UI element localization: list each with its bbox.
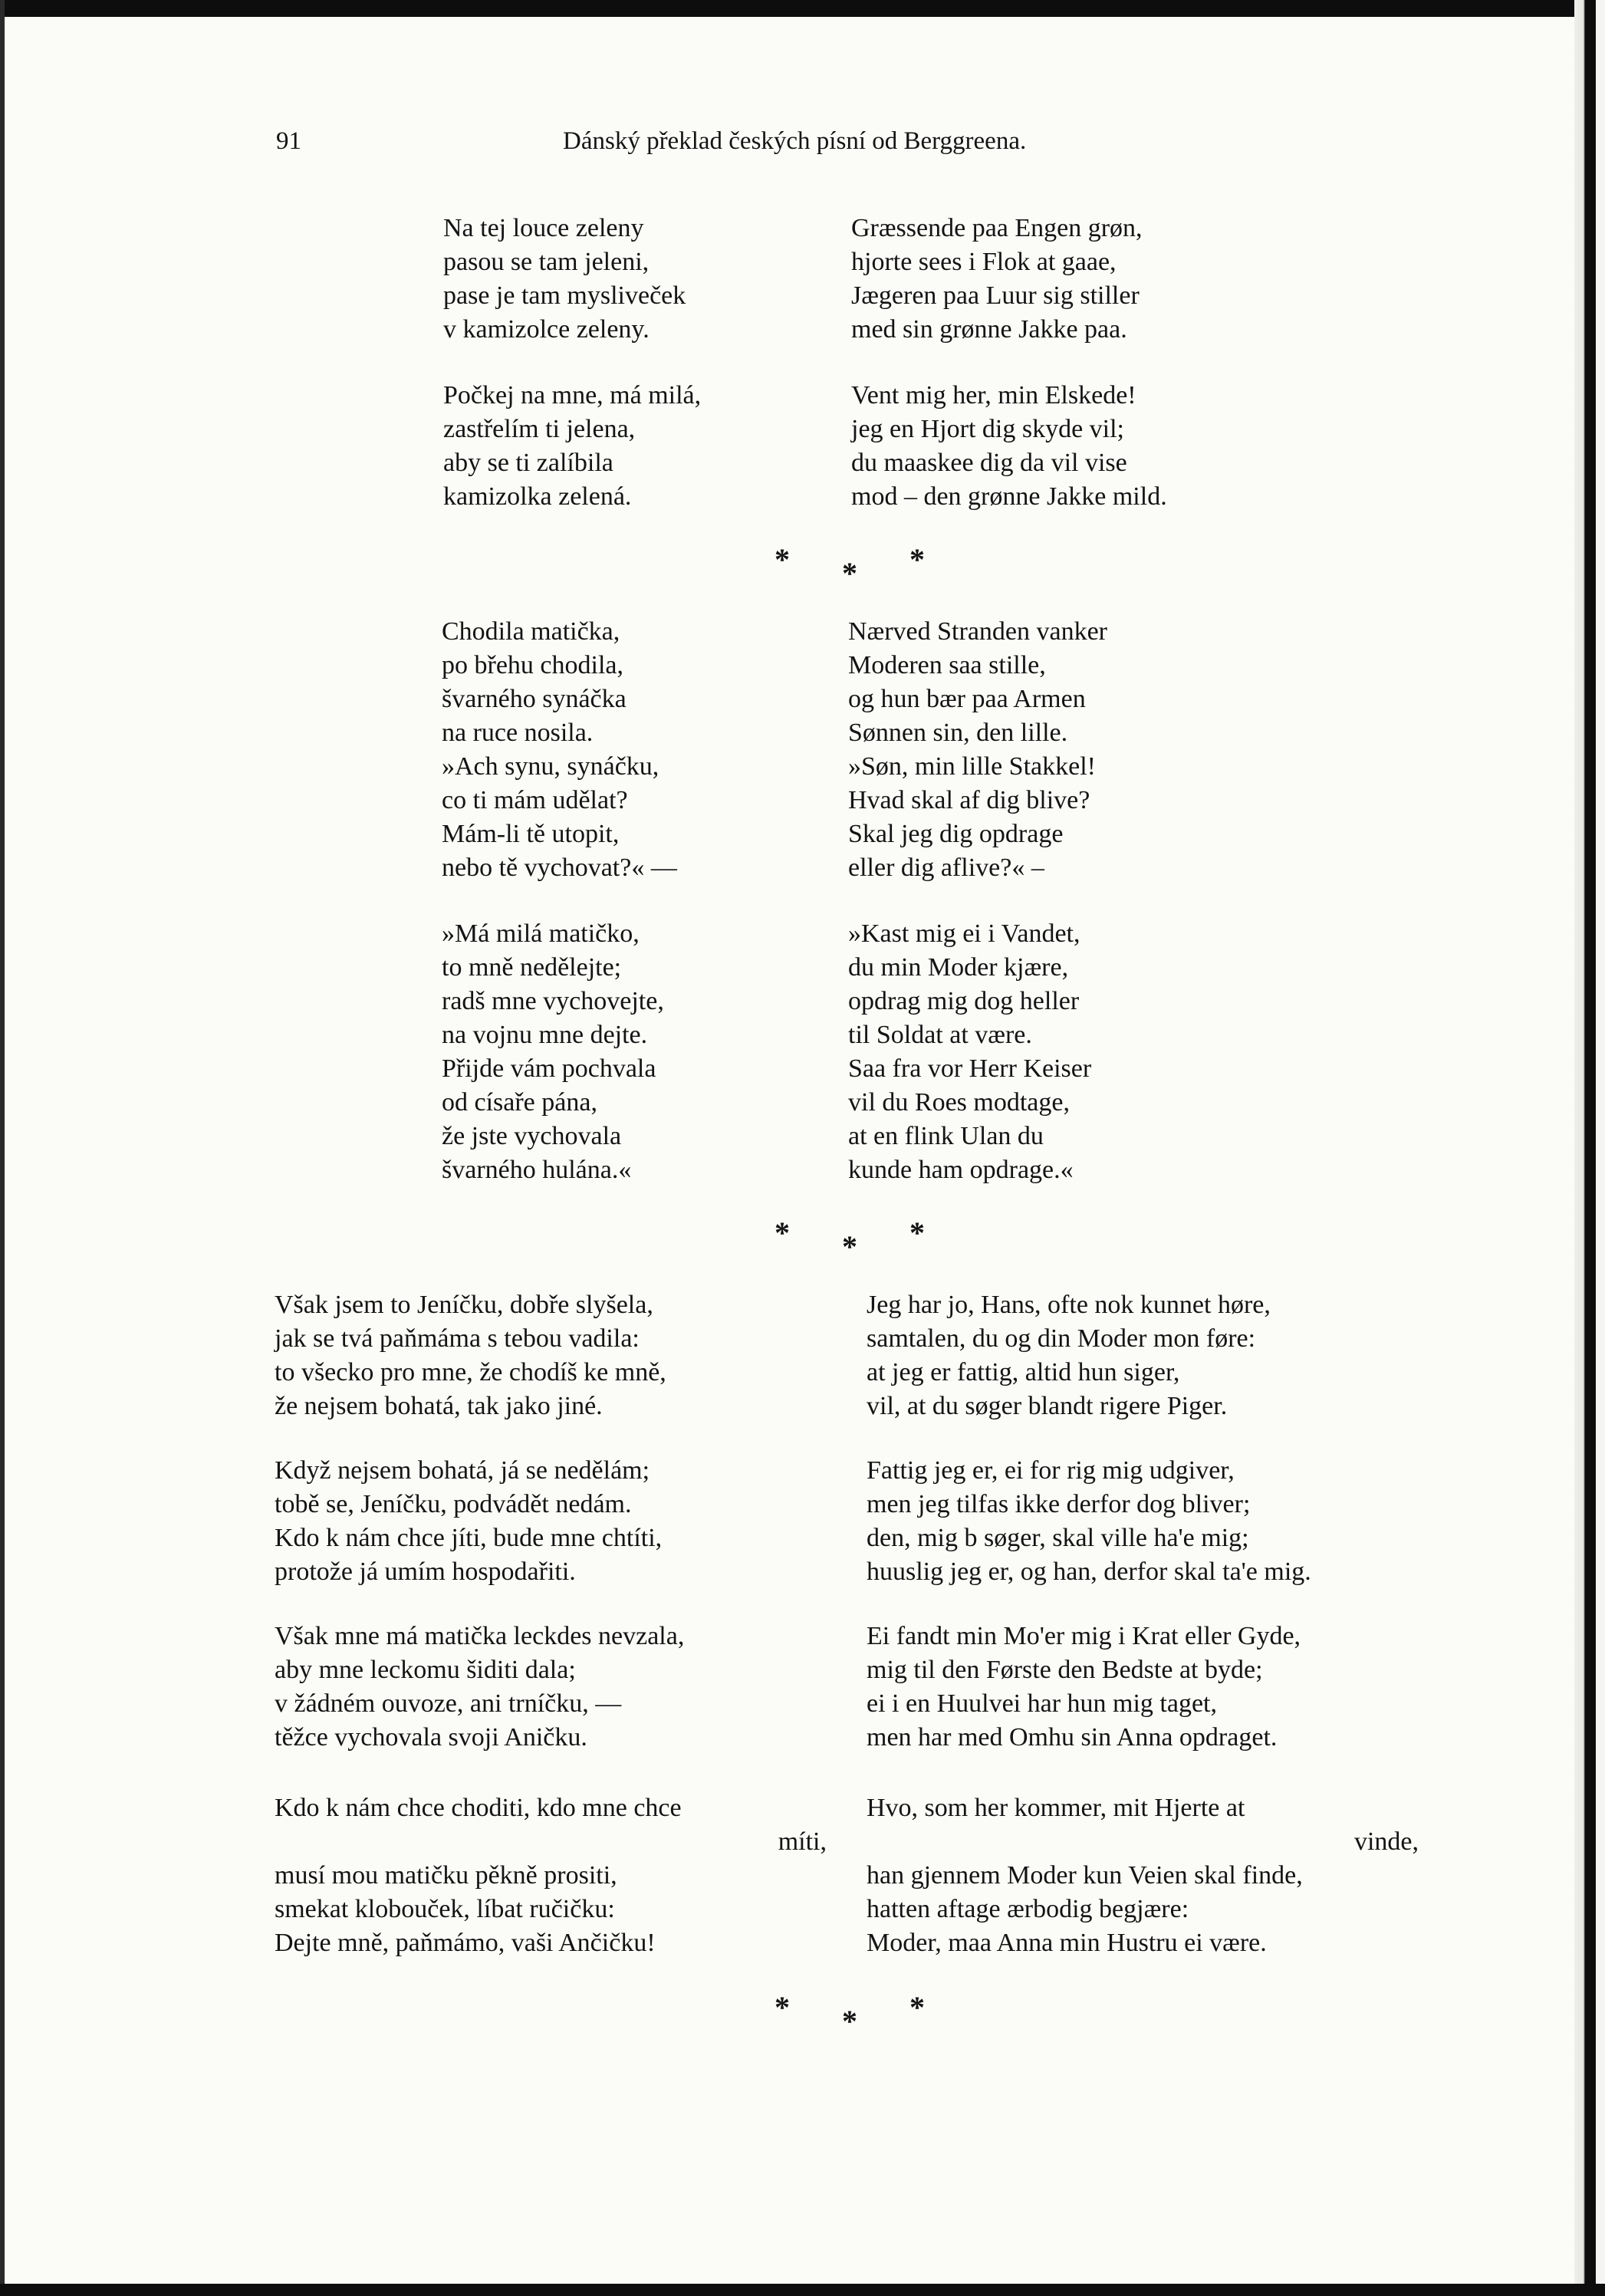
asterisk: * bbox=[909, 1990, 925, 2025]
verse-line: Ei fandt min Mo'er mig i Krat eller Gyde, bbox=[867, 1622, 1301, 1650]
song3-danish-stanza-2 bbox=[867, 1454, 1434, 1589]
verse-line: vil, at du søger blandt rigere Piger. bbox=[867, 1392, 1228, 1420]
song3-czech-stanza-4 bbox=[275, 1791, 827, 1960]
verse-line: Sønnen sin, den lille. bbox=[848, 719, 1068, 747]
verse-line: jak se tvá paňmáma s tebou vadila: bbox=[275, 1324, 640, 1353]
verse-line: Chodila matička, bbox=[442, 617, 620, 646]
verse-line: švarného synáčka bbox=[442, 685, 627, 713]
song3-czech-stanza-3 bbox=[275, 1620, 827, 1755]
verse-line: til Soldat at være. bbox=[848, 1021, 1032, 1049]
verse-line: smekat klobouček, líbat ručičku: bbox=[275, 1895, 615, 1923]
verse-line: radš mne vychovejte, bbox=[442, 987, 664, 1015]
verse-line: aby se ti zalíbila bbox=[443, 449, 613, 477]
verse-line: po břehu chodila, bbox=[442, 651, 623, 679]
asterisk: * bbox=[775, 1990, 790, 2025]
verse-line: opdrag mig dog heller bbox=[848, 987, 1080, 1015]
verse-line: co ti mám udělat? bbox=[442, 786, 628, 814]
verse-line: Nærved Stranden vanker bbox=[848, 617, 1108, 646]
asterisk: * bbox=[842, 2004, 857, 2038]
verse-line: Jeg har jo, Hans, ofte nok kunnet høre, bbox=[867, 1291, 1271, 1319]
verse-line: den, mig b søger, skal ville ha'e mig; bbox=[867, 1524, 1249, 1552]
verse-line: Na tej louce zeleny bbox=[443, 214, 644, 242]
verse-line: to mně nedělejte; bbox=[442, 953, 622, 982]
song2-czech-stanza-2 bbox=[442, 917, 664, 1187]
verse-line: du maaskee dig da vil vise bbox=[851, 449, 1127, 477]
song3-danish-stanza-3 bbox=[867, 1620, 1434, 1755]
asterism-separator-2 bbox=[775, 1215, 928, 1264]
verse-line: mod – den grønne Jakke mild. bbox=[851, 482, 1167, 511]
scan-border-top bbox=[0, 0, 1580, 17]
verse-line: Však jsem to Jeníčku, dobře slyšela, bbox=[275, 1291, 653, 1319]
verse-line: hjorte sees i Flok at gaae, bbox=[851, 248, 1117, 276]
verse-line: nebo tě vychovat?« — bbox=[442, 854, 677, 882]
verse-line: to všecko pro mne, že chodíš ke mně, bbox=[275, 1358, 666, 1386]
scan-border-left bbox=[0, 0, 5, 2296]
verse-line: ei i en Huulvei har hun mig taget, bbox=[867, 1689, 1217, 1718]
verse-line: »Ach synu, synáčku, bbox=[442, 752, 659, 781]
verse-line: Dejte mně, paňmámo, vaši Ančičku! bbox=[275, 1929, 656, 1957]
verse-line: mig til den Første den Bedste at byde; bbox=[867, 1656, 1263, 1684]
verse-line: že nejsem bohatá, tak jako jiné. bbox=[275, 1392, 603, 1420]
scan-border-bottom bbox=[0, 2284, 1605, 2296]
verse-line: kamizolka zelená. bbox=[443, 482, 632, 511]
asterism-separator-3 bbox=[775, 1989, 928, 2038]
running-title: Dánský překlad českých písní od Berggreena. bbox=[563, 127, 1027, 155]
verse-line: men har med Omhu sin Anna opdraget. bbox=[867, 1723, 1278, 1752]
song1-czech-stanza-1 bbox=[443, 212, 686, 347]
verse-line: protože já umím hospodařiti. bbox=[275, 1558, 576, 1586]
verse-line: v kamizolce zeleny. bbox=[443, 315, 650, 344]
verse-line: těžce vychovala svoji Aničku. bbox=[275, 1723, 587, 1752]
verse-line: Počkej na mne, má milá, bbox=[443, 381, 702, 410]
verse-line: Mám-li tě utopit, bbox=[442, 820, 620, 848]
verse-line: du min Moder kjære, bbox=[848, 953, 1069, 982]
song3-czech-stanza-2 bbox=[275, 1454, 827, 1589]
verse-line: »Má milá matičko, bbox=[442, 919, 640, 948]
verse-line: musí mou matičku pěkně prositi, bbox=[275, 1861, 617, 1890]
verse-line: že jste vychovala bbox=[442, 1122, 622, 1150]
verse-line: od císaře pána, bbox=[442, 1088, 597, 1117]
verse-line: kunde ham opdrage.« bbox=[848, 1156, 1074, 1184]
asterism-separator-1 bbox=[775, 541, 928, 590]
song3-czech-stanza-1 bbox=[275, 1288, 827, 1423]
asterisk: * bbox=[775, 542, 790, 577]
asterisk: * bbox=[909, 542, 925, 577]
verse-line: Když nejsem bohatá, já se nedělám; bbox=[275, 1456, 650, 1485]
verse-line: med sin grønne Jakke paa. bbox=[851, 315, 1127, 344]
song2-danish-stanza-1 bbox=[848, 615, 1107, 885]
verse-line: hatten aftage ærbodig begjære: bbox=[867, 1895, 1189, 1923]
page-number: 91 bbox=[276, 127, 301, 155]
verse-line: Vent mig her, min Elskede! bbox=[851, 381, 1136, 410]
verse-line-continuation: vinde, bbox=[1353, 1827, 1419, 1856]
song3-danish-stanza-1 bbox=[867, 1288, 1434, 1423]
asterisk: * bbox=[775, 1215, 790, 1250]
verse-line: vil du Roes modtage, bbox=[848, 1088, 1070, 1117]
verse-line: »Søn, min lille Stakkel! bbox=[848, 752, 1096, 781]
asterisk: * bbox=[842, 1229, 857, 1264]
verse-line: og hun bær paa Armen bbox=[848, 685, 1086, 713]
asterisk: * bbox=[842, 556, 857, 590]
verse-line: v žádném ouvoze, ani trníčku, — bbox=[275, 1689, 622, 1718]
scan-border-right bbox=[1574, 0, 1605, 2296]
song3-danish-stanza-4 bbox=[867, 1791, 1419, 1960]
verse-line-continuation: míti, bbox=[778, 1827, 827, 1856]
verse-line: Hvad skal af dig blive? bbox=[848, 786, 1090, 814]
verse-line: Moderen saa stille, bbox=[848, 651, 1046, 679]
song1-danish-stanza-2 bbox=[851, 379, 1167, 514]
verse-line: pasou se tam jeleni, bbox=[443, 248, 650, 276]
song2-czech-stanza-1 bbox=[442, 615, 677, 885]
verse-line: pase je tam myslivеček bbox=[443, 281, 686, 310]
verse-line: švarného hulána.« bbox=[442, 1156, 632, 1184]
verse-line: Kdo k nám chce choditi, kdo mne chce bbox=[275, 1794, 682, 1822]
verse-line: at en flink Ulan du bbox=[848, 1122, 1044, 1150]
verse-line: tobě se, Jeníčku, podvádět nedám. bbox=[275, 1490, 632, 1518]
verse-line: Saa fra vor Herr Keiser bbox=[848, 1054, 1092, 1083]
verse-line: na ruce nosila. bbox=[442, 719, 594, 747]
song1-danish-stanza-1 bbox=[851, 212, 1143, 347]
page-header bbox=[276, 127, 1304, 161]
verse-line: Hvo, som her kommer, mit Hjerte at bbox=[867, 1794, 1245, 1822]
verse-line: han gjennem Moder kun Veien skal finde, bbox=[867, 1861, 1303, 1890]
verse-line: na vojnu mne dejte. bbox=[442, 1021, 648, 1049]
verse-line: samtalen, du og din Moder mon føre: bbox=[867, 1324, 1256, 1353]
verse-line: Moder, maa Anna min Hustru ei være. bbox=[867, 1929, 1267, 1957]
song1-czech-stanza-2 bbox=[443, 379, 701, 514]
verse-line: huuslig jeg er, og han, derfor skal ta'e mig. bbox=[867, 1558, 1311, 1586]
verse-line: eller dig aflive?« – bbox=[848, 854, 1044, 882]
verse-line: aby mne leckomu šiditi dala; bbox=[275, 1656, 576, 1684]
verse-line: men jeg tilfas ikke derfor dog bliver; bbox=[867, 1490, 1251, 1518]
verse-line: Přijde vám pochvala bbox=[442, 1054, 656, 1083]
verse-line: at jeg er fattig, altid hun siger, bbox=[867, 1358, 1180, 1386]
asterisk: * bbox=[909, 1215, 925, 1250]
verse-line: Jægeren paa Luur sig stiller bbox=[851, 281, 1140, 310]
verse-line: Fattig jeg er, ei for rig mig udgiver, bbox=[867, 1456, 1235, 1485]
verse-line: Græssende paa Engen grøn, bbox=[851, 214, 1143, 242]
verse-line: Však mne má matička leckdes nevzala, bbox=[275, 1622, 685, 1650]
verse-line: »Kast mig ei i Vandet, bbox=[848, 919, 1080, 948]
verse-line: zastřelím ti jelena, bbox=[443, 415, 636, 443]
verse-line: jeg en Hjort dig skyde vil; bbox=[851, 415, 1125, 443]
verse-line: Skal jeg dig opdrage bbox=[848, 820, 1064, 848]
song2-danish-stanza-2 bbox=[848, 917, 1091, 1187]
verse-line: Kdo k nám chce jíti, bude mne chtíti, bbox=[275, 1524, 663, 1552]
